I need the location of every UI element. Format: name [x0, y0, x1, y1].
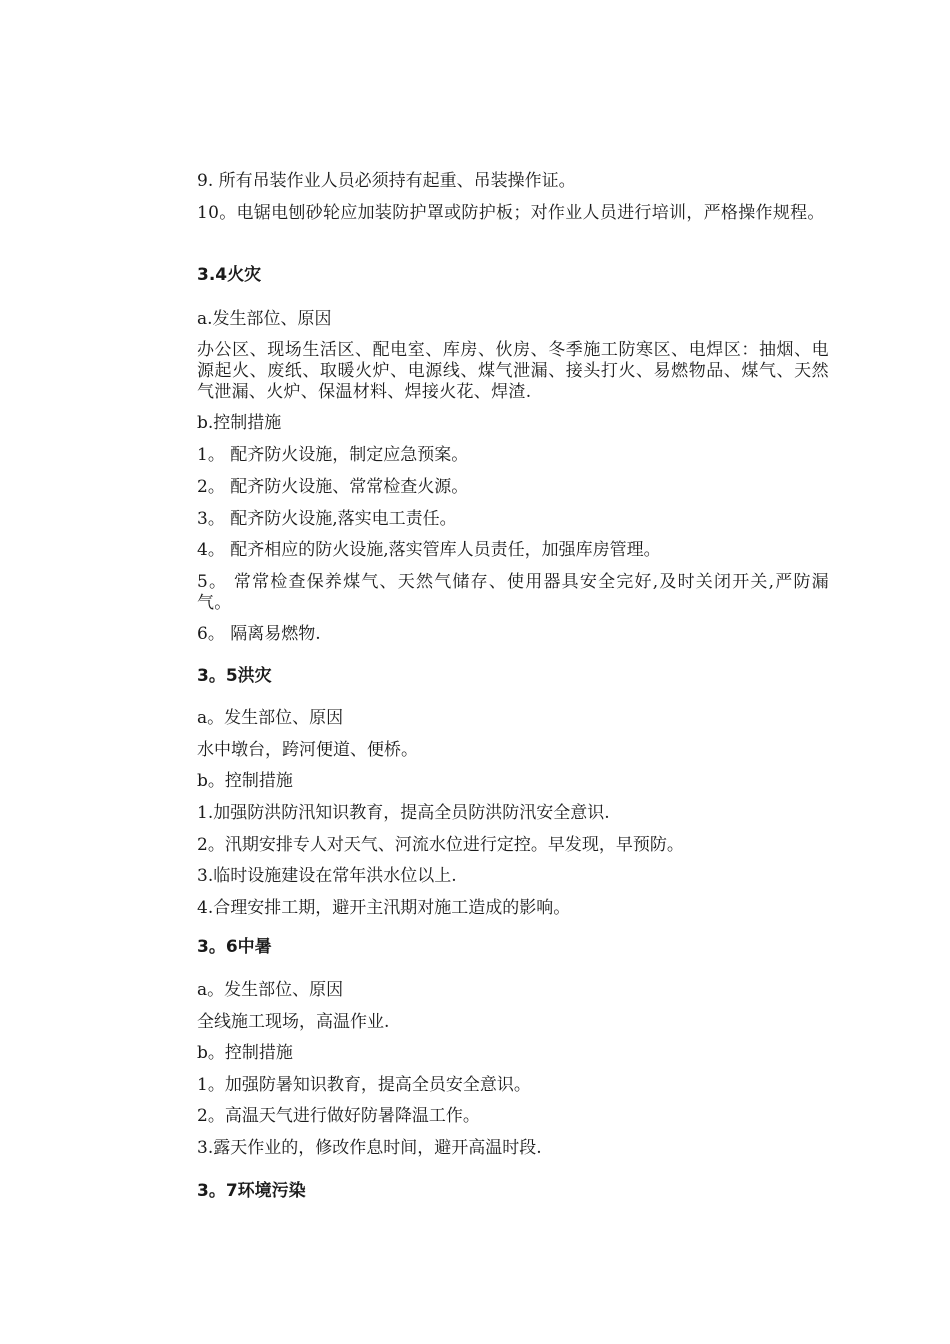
- list-item: 2。 配齐防火设施、常常检查火源。: [197, 477, 469, 497]
- section-heading: 3。7环境污染: [197, 1181, 306, 1201]
- list-item: 2。汛期安排专人对天气、河流水位进行定控。早发现，早预防。: [197, 835, 684, 855]
- list-item: 4。 配齐相应的防火设施,落实管库人员责任，加强库房管理。: [197, 540, 661, 560]
- paragraph: 办公区、现场生活区、配电室、库房、伙房、冬季施工防寒区、电焊区：抽烟、电源起火、废纸、取暖火炉、电源线、煤气泄漏、接头打火、易燃物品、煤气、天然气泄漏、火炉、保温材料、焊接火花、焊渣.: [197, 340, 829, 402]
- list-item: 3.临时设施建设在常年洪水位以上.: [197, 866, 457, 886]
- list-item: 6。 隔离易燃物.: [197, 624, 321, 644]
- list-item: 1。加强防暑知识教育，提高全员安全意识。: [197, 1075, 531, 1095]
- list-item: 1.加强防洪防汛知识教育，提高全员防洪防汛安全意识.: [197, 803, 610, 823]
- list-item: b。控制措施: [197, 771, 293, 791]
- list-item: 3。 配齐防火设施,落实电工责任。: [197, 509, 457, 529]
- paragraph: 10。电锯电刨砂轮应加装防护罩或防护板；对作业人员进行培训，严格操作规程。: [197, 203, 825, 223]
- section-heading: 3。6中暑: [197, 937, 272, 957]
- list-item: a。发生部位、原因: [197, 708, 344, 728]
- section-heading: 3。5洪灾: [197, 666, 272, 686]
- list-item: a.发生部位、原因: [197, 309, 332, 329]
- list-item: b。控制措施: [197, 1043, 293, 1063]
- list-item: b.控制措施: [197, 413, 282, 433]
- list-item: 3.露天作业的，修改作息时间，避开高温时段.: [197, 1138, 542, 1158]
- list-item: 水中墩台，跨河便道、便桥。: [197, 740, 418, 760]
- list-item: 2。高温天气进行做好防暑降温工作。: [197, 1106, 480, 1126]
- paragraph: 5。 常常检查保养煤气、天然气储存、使用器具安全完好,及时关闭开关,严防漏气。: [197, 572, 829, 613]
- list-item: 9. 所有吊装作业人员必须持有起重、吊装操作证。: [197, 171, 576, 191]
- list-item: 全线施工现场，高温作业.: [197, 1012, 390, 1032]
- list-item: a。发生部位、原因: [197, 980, 344, 1000]
- section-heading: 3.4火灾: [197, 265, 262, 285]
- list-item: 4.合理安排工期，避开主汛期对施工造成的影响。: [197, 898, 571, 918]
- list-item: 1。 配齐防火设施，制定应急预案。: [197, 445, 469, 465]
